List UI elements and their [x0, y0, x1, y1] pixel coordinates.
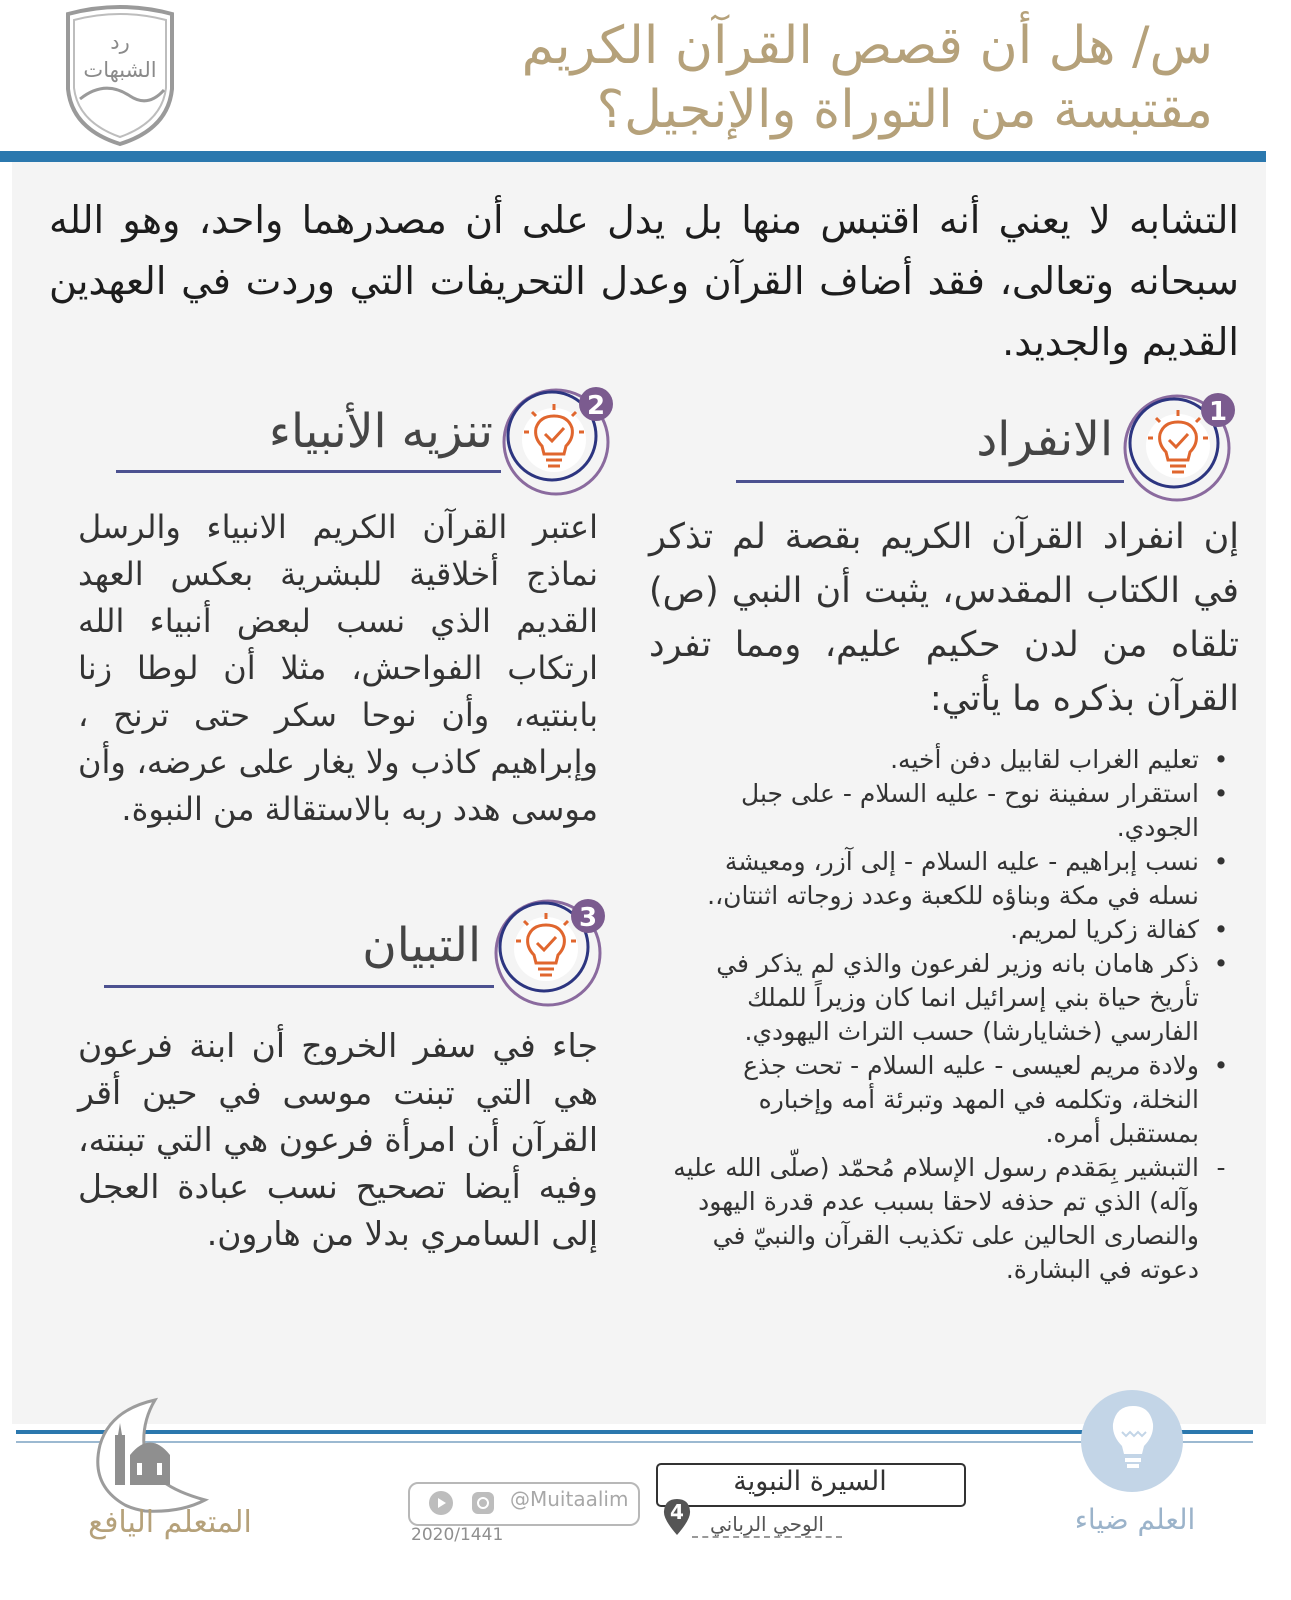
section-3-title: التبيان [362, 918, 481, 973]
mosque-logo-icon [85, 1375, 235, 1515]
badge-line-2: الشبهات [83, 58, 157, 82]
bullet-marker: • [1213, 745, 1229, 774]
page-number-pin-icon [661, 1497, 693, 1537]
number-badge-1 [1198, 390, 1238, 430]
bullet-item [671, 743, 1231, 777]
bullet-marker: - [1216, 1153, 1226, 1182]
number-badge-3-text: 3 [578, 903, 598, 933]
section-2-underline [116, 470, 501, 473]
bullet-text: ذكر هامان بانه وزير لفرعون والذي لم يذكر في تأريخ حياة بني إسرائيل انما كان وزيراً للملك الفارسي (خشايارشا) حسب التراث اليهودي. [716, 949, 1199, 1046]
bullet-marker: • [1213, 915, 1229, 944]
shield-badge-text [60, 28, 180, 84]
section-2-title: تنزيه الأنبياء [268, 404, 493, 459]
page-number: 4 [670, 1500, 684, 1524]
bullet-marker: • [1213, 949, 1229, 978]
badge-line-1: رد [110, 30, 130, 54]
bullet-marker: • [1213, 847, 1229, 876]
number-badge-3 [568, 896, 608, 936]
bullet-text: استقرار سفينة نوح - عليه السلام - على جبل الجودي. [741, 779, 1199, 842]
section-2-body: اعتبر القرآن الكريم الانبياء والرسل نماذج أخلاقية للبشرية بعكس العهد القديم الذي نسب لبعض أنبياء الله ارتكاب الفواحش، مثلا أن لوطا زنا بابنتيه، وأن نوحا سكر حتى ترنح ، وإبراهيم كاذب ولا يغار على عرضه، وأن موسى هدد ربه بالاستقالة من النبوة. [78, 508, 598, 828]
number-badge-2 [576, 384, 616, 424]
bullet-item [671, 947, 1231, 1049]
intro-paragraph: التشابه لا يعني أنه اقتبس منها بل يدل على أن مصدرهما واحد، وهو الله سبحانه وتعالى، فقد أضاف القرآن وعدل التحريفات التي وردت في العهدين القديم والجديد. [49, 198, 1239, 364]
bullet-item [671, 777, 1231, 845]
series-title: السيرة النبوية [733, 1466, 887, 1497]
header-divider [0, 151, 1266, 162]
section-1-underline [736, 480, 1124, 483]
number-badge-1-text: 1 [1208, 397, 1228, 427]
number-badge-2-text: 2 [586, 391, 606, 421]
bullet-marker: • [1213, 1051, 1229, 1080]
section-3-body: جاء في سفر الخروج أن ابنة فرعون هي التي تبنت موسى في حين أقر القرآن أن امرأة فرعون هي التي تبنته، وفيه أيضا تصحيح نسب عبادة العجل إلى السامري بدلا من هارون. [78, 1026, 598, 1253]
lightbulb-icon [1108, 1402, 1158, 1474]
section-1-bullet-list [671, 743, 1231, 1287]
bullet-item [671, 1049, 1231, 1151]
bullet-item [671, 845, 1231, 913]
social-handle[interactable]: @Muitaalim [510, 1487, 629, 1511]
title-line-1: س/ هل أن قصص القرآن الكريم [521, 16, 1213, 76]
bullet-item [671, 1151, 1231, 1287]
footer-slogan: العلم ضياء [1074, 1503, 1196, 1536]
page-title [313, 14, 1213, 142]
bullet-text: تعليم الغراب لقابيل دفن أخيه. [890, 745, 1199, 774]
bullet-marker: • [1213, 779, 1229, 808]
bullet-text: كفالة زكريا لمريم. [1010, 915, 1199, 944]
series-subtitle: الوحي الرباني [692, 1512, 842, 1538]
instagram-icon[interactable] [470, 1490, 496, 1516]
bullet-text: التبشير بِمَقدم رسول الإسلام مُحمّد (صلّى الله عليه وآله) الذي تم حذفه لاحقا بسبب عدم قدرة اليهود والنصارى الحالين على تكذيب القرآن والنبيّ في دعوته في البشارة. [673, 1153, 1199, 1284]
section-3-underline [104, 985, 494, 988]
youtube-icon[interactable] [428, 1490, 454, 1516]
title-line-2: مقتبسة من التوراة والإنجيل؟ [596, 80, 1213, 140]
footer-brand-label: المتعلم اليافع [88, 1505, 252, 1540]
section-1-title: الانفراد [976, 412, 1113, 467]
bullet-text: نسب إبراهيم - عليه السلام - إلى آزر، ومعيشة نسله في مكة وبناؤه للكعبة وعدد زوجاته اثنتان،. [707, 847, 1199, 910]
bullet-item [671, 913, 1231, 947]
section-1-body: إن انفراد القرآن الكريم بقصة لم تذكر في الكتاب المقدس، يثبت أن النبي (ص) تلقاه من لدن حكيم عليم، ومما تفرد القرآن بذكره ما يأتي: [649, 517, 1239, 719]
bullet-text: ولادة مريم لعيسى - عليه السلام - تحت جذع النخلة، وتكلمه في المهد وتبرئة أمه وإخباره بمستقبل أمره. [743, 1051, 1199, 1148]
year-label: 2020/1441 [411, 1525, 504, 1545]
